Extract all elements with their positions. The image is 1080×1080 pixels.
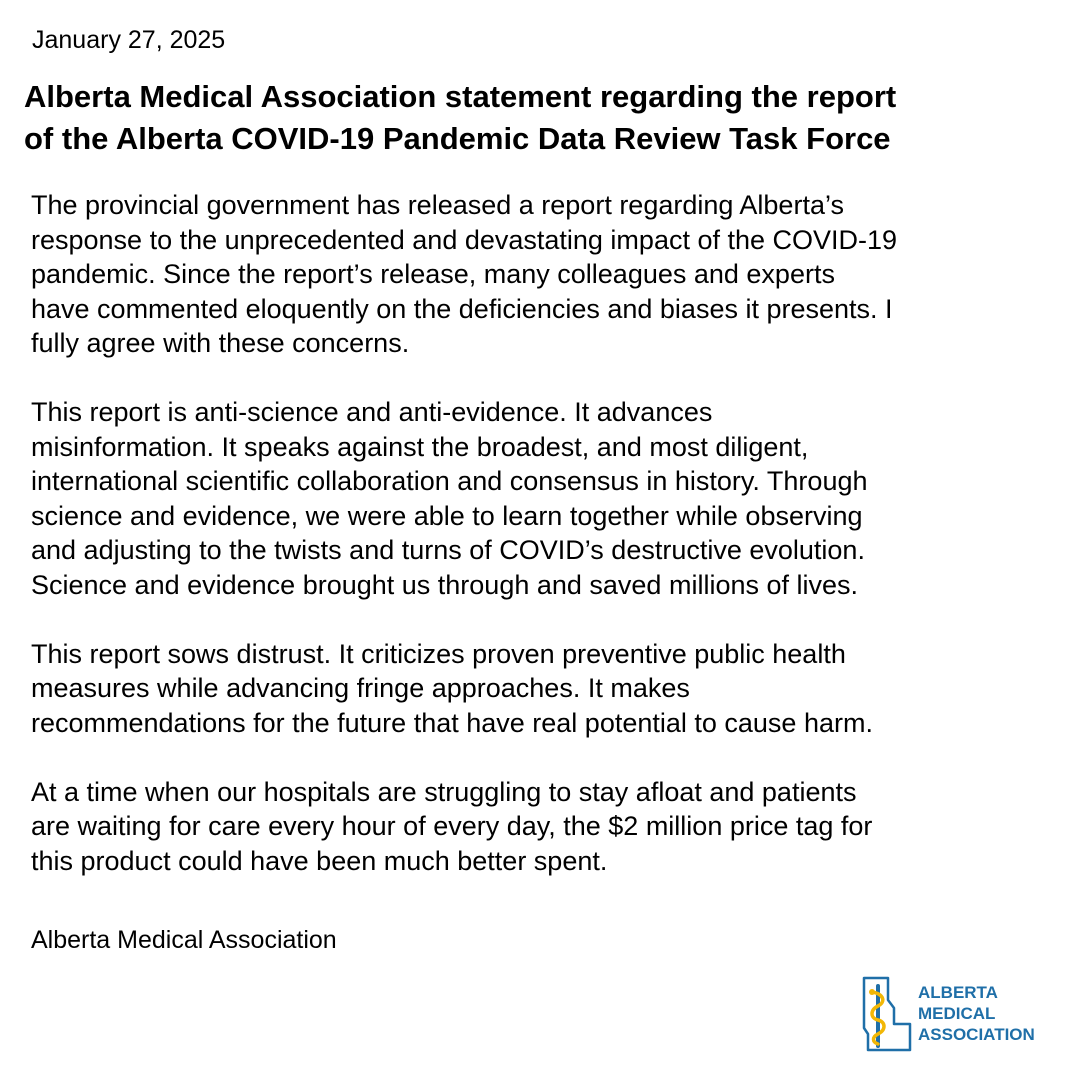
logo-wordmark	[918, 982, 1035, 1045]
logo-line: ASSOCIATION	[918, 1025, 1035, 1044]
title-line: Alberta Medical Association statement regarding the report	[24, 79, 897, 114]
statement-signature: Alberta Medical Association	[31, 926, 337, 954]
statement-date: January 27, 2025	[32, 26, 226, 54]
body-paragraph: This report is anti-science and anti-evidence. It advances misinformation. It speaks against the broadest, and most diligent, international scientific collaboration and consensus in history. Through science and evidence, we were able to learn together while observing and adjusting to the twists and turns of COVID’s destructive evolution. Science and evidence brought us through and saved millions of lives.	[31, 397, 868, 600]
logo-line: ALBERTA	[918, 983, 998, 1002]
body-paragraph: The provincial government has released a report regarding Alberta’s response to the unprecedented and devastating impact of the COVID-19 pandemic. Since the report’s release, many colleagues and experts have commented eloquently on the deficiencies and biases it presents. I fully agree with these concerns.	[31, 190, 898, 358]
title-line: of the Alberta COVID-19 Pandemic Data Review Task Force	[24, 121, 891, 156]
ama-logo	[858, 974, 1058, 1054]
statement-title	[24, 76, 1064, 160]
logo-line: MEDICAL	[918, 1004, 996, 1023]
body-paragraph: At a time when our hospitals are struggling to stay afloat and patients are waiting for care every hour of every day, the $2 million price tag for this product could have been much better spent.	[31, 776, 873, 876]
statement-body	[31, 188, 1061, 913]
body-paragraph: This report sows distrust. It criticizes proven preventive public health measures while advancing fringe approaches. It makes recommendations for the future that have real potential to cause harm.	[31, 638, 873, 738]
alberta-caduceus-icon	[858, 974, 914, 1054]
